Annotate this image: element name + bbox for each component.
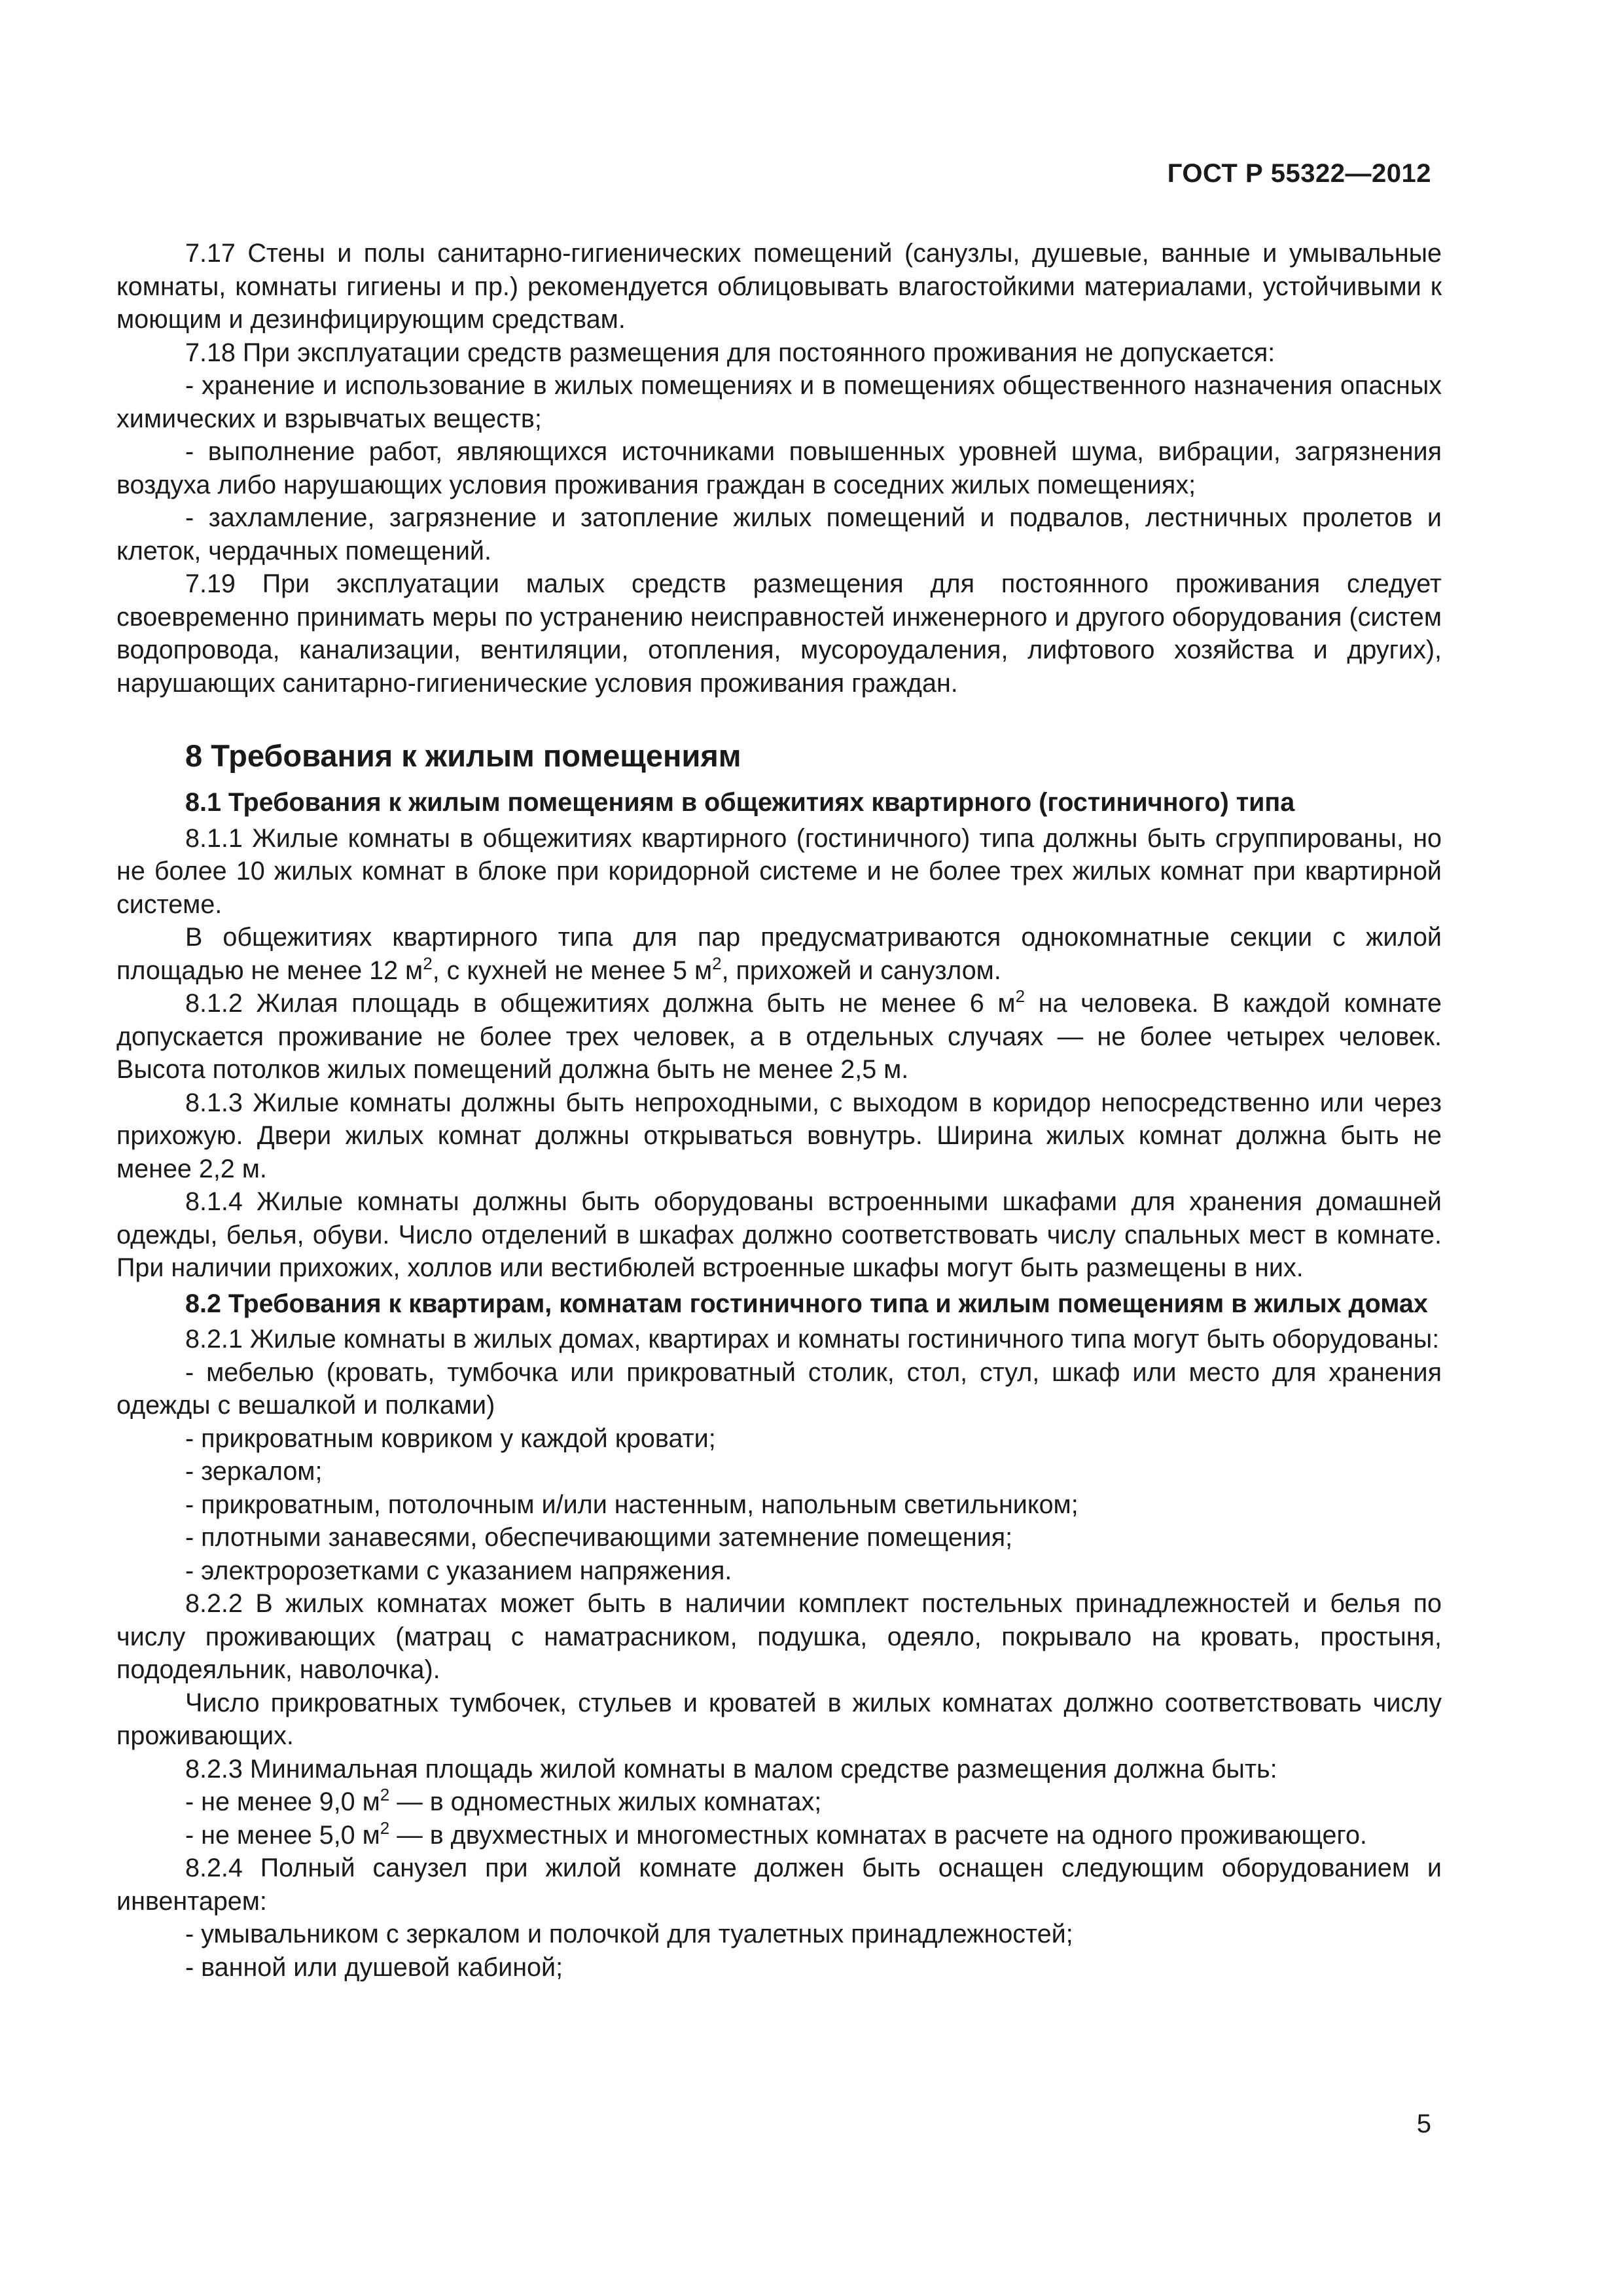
subsection-8-1-heading: 8.1 Требования к жилым помещениям в общежитиях квартирного (гостиничного) типа bbox=[185, 788, 1295, 817]
text-run: , прихожей и санузлом. bbox=[721, 956, 1001, 985]
clause-8-2-3: 8.2.3 Минимальная площадь жилой комнаты в малом средстве размещения должна быть: bbox=[185, 1754, 1277, 1784]
clause-8-2-2: 8.2.2 В жилых комнатах может быть в наличии комплект постельных принадлежностей и белья по числу проживающих (матрац с наматрасником, подушка, одеяло, покрывало на кровать, простыня, пододеяльник, наволочка). bbox=[116, 1589, 1442, 1684]
list-item: - прикроватным ковриком у каждой кровати; bbox=[185, 1424, 716, 1453]
section-8-heading: 8 Требования к жилым помещениям bbox=[185, 738, 741, 773]
text-run: — в одноместных жилых комнатах; bbox=[389, 1787, 822, 1816]
clause-8-1-2 bbox=[116, 987, 1442, 1086]
clause-8-2-4: 8.2.4 Полный санузел при жилой комнате должен быть оснащен следующим оборудованием и инвентарем: bbox=[116, 1854, 1442, 1916]
superscript: 2 bbox=[380, 1785, 390, 1804]
clause-8-2-1: 8.2.1 Жилые комнаты в жилых домах, квартирах и комнаты гостиничного типа могут быть оборудованы: bbox=[185, 1325, 1440, 1354]
subsection-8-2-heading: 8.2 Требования к квартирам, комнатам гостиничного типа и жилым помещениям в жилых домах bbox=[185, 1289, 1428, 1318]
clause-8-2-2-paragraph: Число прикроватных тумбочек, стульев и кроватей в жилых комнатах должно соответствовать числу проживающих. bbox=[116, 1688, 1442, 1750]
document-code-header: ГОСТ Р 55322—2012 bbox=[1167, 159, 1431, 188]
superscript: 2 bbox=[380, 1818, 390, 1838]
clause-7-18: 7.18 При эксплуатации средств размещения для постоянного проживания не допускается: bbox=[185, 338, 1275, 367]
superscript: 2 bbox=[1015, 986, 1026, 1006]
list-item: - хранение и использование в жилых помещениях и в помещениях общественного назначения опасных химических и взрывчатых веществ; bbox=[116, 371, 1442, 433]
list-item: - прикроватным, потолочным и/или настенным, напольным светильником; bbox=[185, 1490, 1079, 1519]
list-item: - плотными занавесями, обеспечивающими затемнение помещения; bbox=[185, 1523, 1013, 1552]
list-item: - выполнение работ, являющихся источниками повышенных уровней шума, вибрации, загрязнения воздуха либо нарушающих условия проживания граждан в соседних жилых помещениях; bbox=[116, 437, 1442, 499]
clause-7-17: 7.17 Стены и полы санитарно-гигиенических помещений (санузлы, душевые, ванные и умывальные комнаты, комнаты гигиены и пр.) рекомендуется облицовывать влагостойкими материалами, устойчивыми к моющим и дезинфицирующим средствам. bbox=[116, 239, 1442, 334]
list-item: - умывальником с зеркалом и полочкой для туалетных принадлежностей; bbox=[185, 1920, 1073, 1948]
clause-7-19: 7.19 При эксплуатации малых средств размещения для постоянного проживания следует своевременно принимать меры по устранению неисправностей инженерного и другого оборудования (систем водопровода, канализации, вентиляции, отопления, мусороудаления, лифтового хозяйства и других), нарушающих санитарно-гигиенические условия проживания граждан. bbox=[116, 569, 1442, 698]
superscript: 2 bbox=[712, 953, 722, 973]
text-run: В общежитиях квартирного типа для пар предусматриваются однокомнатные секции с жилой площадью не менее 12 м bbox=[116, 923, 1442, 985]
list-item: - мебелью (кровать, тумбочка или прикроватный столик, стол, стул, шкаф или место для хранения одежды с вешалкой и полками) bbox=[116, 1357, 1442, 1420]
text-run: - не менее 9,0 м bbox=[185, 1787, 380, 1816]
text-run: 8.1.2 Жилая площадь в общежитиях должна быть не менее 6 м bbox=[185, 989, 1016, 1018]
list-item: - зеркалом; bbox=[185, 1457, 323, 1486]
clause-8-1-1: 8.1.1 Жилые комнаты в общежитиях квартирного (гостиничного) типа должны быть сгруппированы, но не более 10 жилых комнат в блоке при коридорной системе и не более трех жилых комнат при квартирной системе. bbox=[116, 823, 1442, 919]
list-item bbox=[116, 1785, 1442, 1819]
text-run: на человека. В каждой комнате допускается проживание не более трех человек, а в отдельных случаях — не более четырех человек. Высота потолков жилых помещений должна быть не менее 2,5 м. bbox=[116, 989, 1442, 1084]
text-run: - не менее 5,0 м bbox=[185, 1820, 380, 1850]
page-number: 5 bbox=[1416, 2109, 1431, 2138]
clause-8-1-3: 8.1.3 Жилые комнаты должны быть непроходными, с выходом в коридор непосредственно или через прихожую. Двери жилых комнат должны открываться вовнутрь. Ширина жилых комнат должна быть не менее 2,2 м. bbox=[116, 1088, 1442, 1183]
list-item: - ванной или душевой кабиной; bbox=[185, 1952, 563, 1982]
list-item: - электророзетками с указанием напряжения. bbox=[185, 1556, 732, 1585]
list-item: - захламление, загрязнение и затопление жилых помещений и подвалов, лестничных пролетов и клеток, чердачных помещений. bbox=[116, 503, 1442, 565]
text-run: — в двухместных и многоместных комнатах в расчете на одного проживающего. bbox=[389, 1820, 1367, 1850]
list-item bbox=[116, 1819, 1442, 1852]
document-body bbox=[116, 237, 1442, 1984]
text-run: , с кухней не менее 5 м bbox=[432, 956, 713, 985]
superscript: 2 bbox=[423, 953, 433, 973]
clause-8-1-4: 8.1.4 Жилые комнаты должны быть оборудованы встроенными шкафами для хранения домашней одежды, белья, обуви. Число отделений в шкафах должно соответствовать числу спальных мест в комнате. При наличии прихожих, холлов или вестибюлей встроенные шкафы могут быть размещены в них. bbox=[116, 1187, 1442, 1282]
clause-8-1-1-paragraph bbox=[116, 921, 1442, 987]
